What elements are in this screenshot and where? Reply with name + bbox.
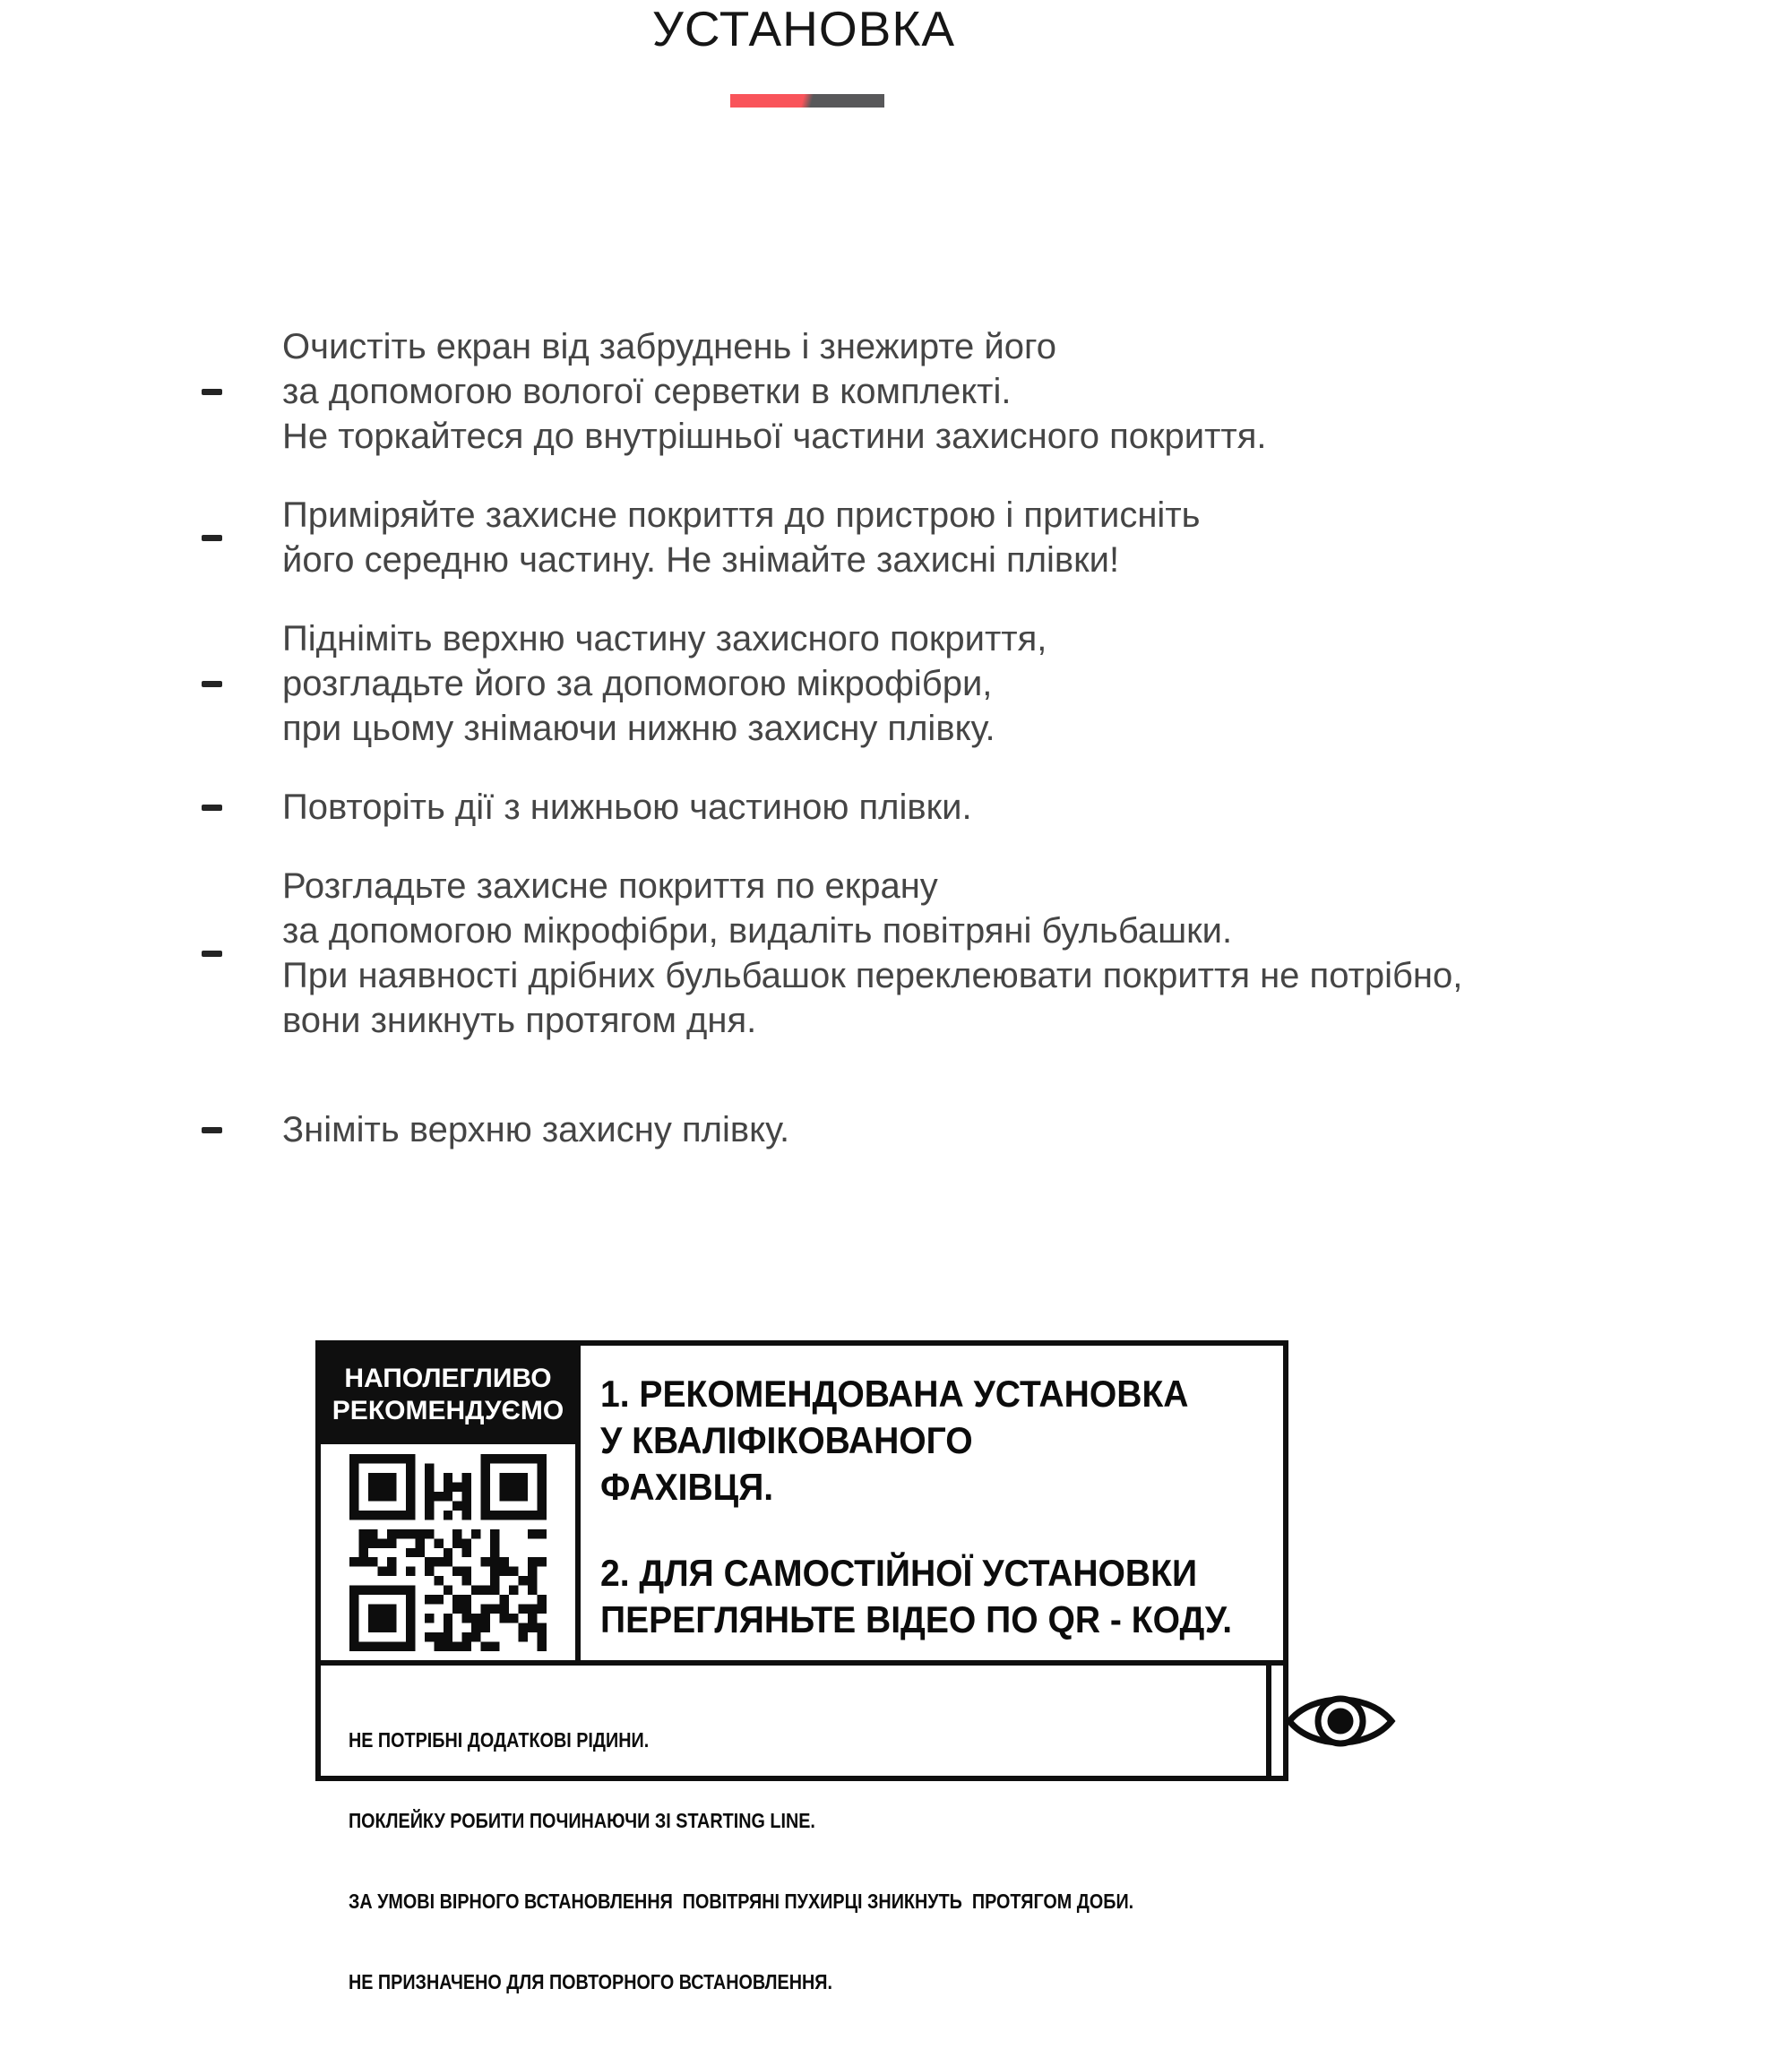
recommendation-box-top-row <box>321 1346 1283 1666</box>
install-option <box>600 1550 1236 1643</box>
instruction-line: вони зникнуть протягом дня. <box>282 1001 757 1040</box>
instruction-item <box>202 864 1599 1043</box>
install-option-line: У КВАЛІФІКОВАНОГО <box>600 1419 973 1461</box>
dash-bullet-icon <box>202 681 222 687</box>
dash-bullet-icon <box>202 535 222 541</box>
recommendation-box <box>315 1340 1288 1993</box>
recommendation-box-bottom-row <box>321 1666 1283 1993</box>
badge-line: РЕКОМЕНДУЄМО <box>332 1396 564 1425</box>
instruction-line: Підніміть верхню частину захисного покриття, <box>282 619 1047 659</box>
strongly-recommend-badge <box>321 1346 575 1444</box>
eye-cell <box>1266 1666 1410 1776</box>
install-option-line: ПЕРЕГЛЯНЬТЕ ВІДЕО ПО QR - КОДУ. <box>600 1598 1233 1640</box>
instruction-line: при цьому знімаючи нижню захисну плівку. <box>282 709 995 748</box>
instruction-item <box>202 616 1599 751</box>
instruction-line: розгладьте його за допомогою мікрофібри, <box>282 664 993 703</box>
dash-bullet-icon <box>202 951 222 957</box>
page-title-wrap <box>0 2 1607 56</box>
instruction-line: Приміряйте захисне покриття до пристрою і притисніть <box>282 495 1201 535</box>
eye-icon <box>1282 1689 1399 1753</box>
instruction-line: Очистіть екран від забруднень і знежирте його <box>282 327 1056 366</box>
instruction-item <box>202 1107 1599 1152</box>
dash-bullet-icon <box>202 1127 222 1133</box>
dash-bullet-icon <box>202 805 222 811</box>
page-title: УСТАНОВКА <box>651 1 956 56</box>
badge-line: НАПОЛЕГЛИВО <box>344 1364 552 1393</box>
footnote-line: НЕ ПОТРІБНІ ДОДАТКОВІ РІДИНИ. <box>348 1728 650 1752</box>
footnote-line: ПОКЛЕЙКУ РОБИТИ ПОЧИНАЮЧИ ЗІ STARTING LINE. <box>348 1809 815 1832</box>
install-option-line: 2. ДЛЯ САМОСТІЙНОЇ УСТАНОВКИ <box>600 1552 1198 1594</box>
qr-code-icon <box>349 1454 547 1651</box>
instruction-line: його середню частину. Не знімайте захисні плівки! <box>282 540 1120 580</box>
instruction-item <box>202 493 1599 582</box>
instruction-line: При наявності дрібних бульбашок переклеювати покриття не потрібно, <box>282 956 1463 995</box>
footnote-line: НЕ ПРИЗНАЧЕНО ДЛЯ ПОВТОРНОГО ВСТАНОВЛЕННЯ. <box>348 1970 833 1993</box>
install-options <box>581 1346 1283 1660</box>
qr-panel <box>321 1346 581 1660</box>
instruction-line: за допомогою вологої серветки в комплекті. <box>282 372 1012 411</box>
instruction-line: Розгладьте захисне покриття по екрану <box>282 866 938 906</box>
install-option-line: 1. РЕКОМЕНДОВАНА УСТАНОВКА <box>600 1373 1189 1415</box>
footnotes <box>321 1666 1134 1993</box>
instruction-line: Не торкайтеся до внутрішньої частини захисного покриття. <box>282 417 1267 456</box>
instruction-line: за допомогою мікрофібри, видаліть повітряні бульбашки. <box>282 911 1233 951</box>
dash-bullet-icon <box>202 389 222 395</box>
instruction-list <box>202 324 1599 1186</box>
install-option <box>600 1371 1236 1511</box>
footnote-line: ЗА УМОВІ ВІРНОГО ВСТАНОВЛЕННЯ ПОВІТРЯНІ ПУХИРЦІ ЗНИКНУТЬ ПРОТЯГОМ ДОБИ. <box>348 1890 1134 1913</box>
instruction-item <box>202 785 1599 830</box>
instruction-item <box>202 324 1599 459</box>
instruction-line: Зніміть верхню захисну плівку. <box>282 1110 790 1149</box>
title-divider <box>730 94 884 108</box>
install-option-line: ФАХІВЦЯ. <box>600 1466 774 1508</box>
instruction-line: Повторіть дії з нижньою частиною плівки. <box>282 788 972 827</box>
